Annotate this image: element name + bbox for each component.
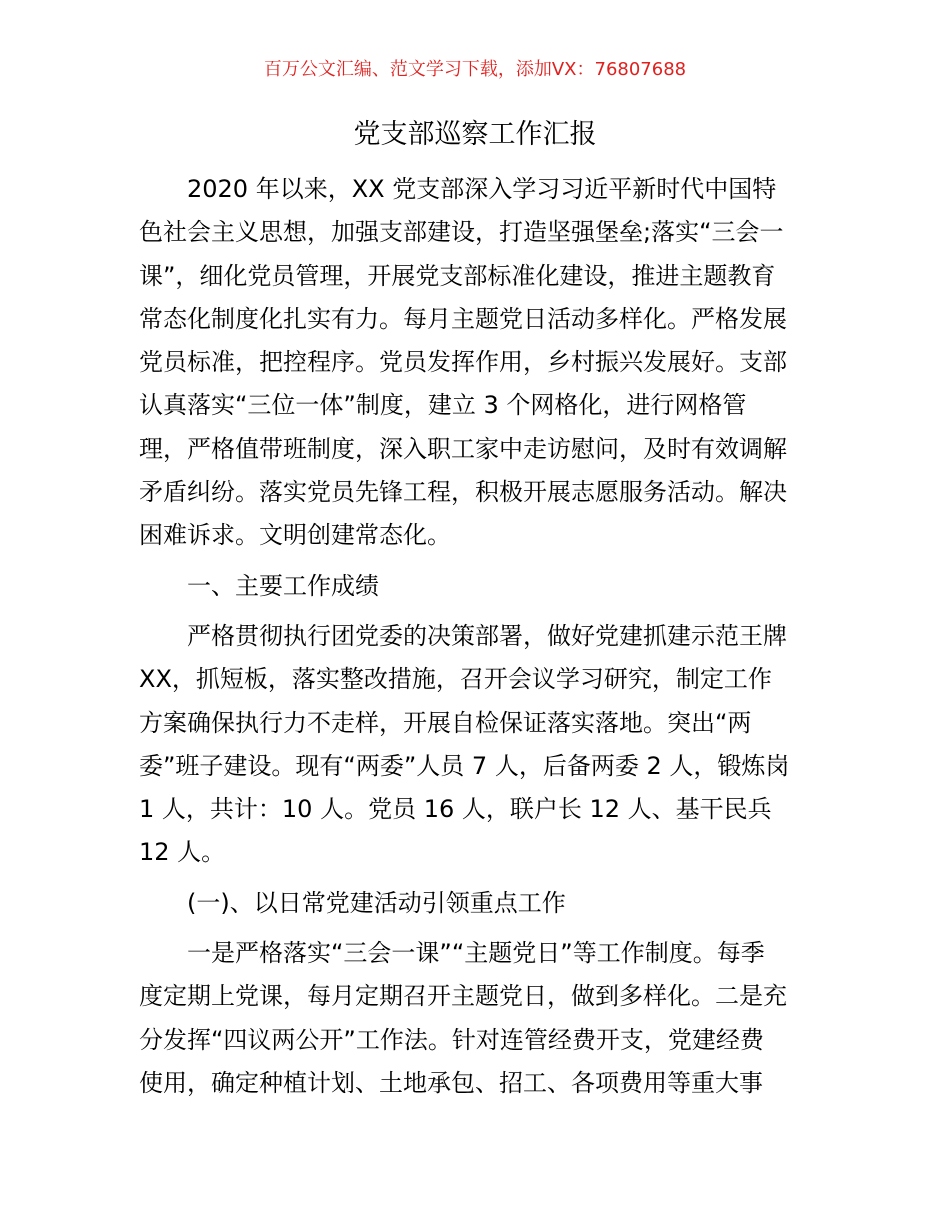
subsection-line: 分发挥“四议两公开”工作法。针对连管经费开支，党建经费 (139, 1025, 764, 1054)
subsection-line: 一是严格落实“三会一课”“主题党日”等工作制度。每季 (187, 939, 765, 968)
section-one-paragraph (139, 615, 815, 875)
section-one-line: XX，抓短板，落实整改措施，召开会议学习研究，制定工作 (139, 665, 772, 694)
section-one-line: 方案确保执行力不走样，开展自检保证落实落地。突出“两 (139, 708, 752, 737)
header-promo-note: 百万公文汇编、范文学习下载，添加VX：76807688 (263, 59, 687, 80)
intro-line: 常态化制度化扎实有力。每月主题党日活动多样化。严格发展 (139, 304, 787, 333)
subsection-line: 度定期上党课，每月定期召开主题党日，做到多样化。二是充 (139, 982, 787, 1011)
document-title: 党支部巡察工作汇报 (353, 119, 597, 150)
subsection-paragraph (139, 932, 815, 1105)
intro-line: 课”，细化党员管理，开展党支部标准化建设，推进主题教育 (139, 261, 776, 290)
intro-line: 困难诉求。文明创建常态化。 (139, 521, 451, 550)
document-body (139, 168, 815, 1112)
intro-line: 矛盾纠纷。落实党员先锋工程，积极开展志愿服务活动。解决 (139, 478, 787, 507)
intro-line: 认真落实“三位一体”制度，建立 3 个网格化，进行网格管 (139, 391, 747, 420)
section-one-heading: 一、主要工作成绩 (187, 571, 379, 600)
intro-line: 2020 年以来，XX 党支部深入学习习近平新时代中国特 (187, 175, 777, 203)
section-one-line: 严格贯彻执行团党委的决策部署，做好党建抓建示范王牌 (187, 621, 787, 650)
section-one-line: 12 人。 (139, 838, 226, 867)
intro-line: 党员标准，把控程序。党员发挥作用，乡村振兴发展好。支部 (139, 348, 787, 377)
subsection-line: 使用，确定种植计划、土地承包、招工、各项费用等重大事 (139, 1068, 763, 1097)
intro-paragraph (139, 168, 815, 558)
section-one-line: 1 人，共计：10 人。党员 16 人，联户长 12 人、基干民兵 (139, 795, 772, 824)
intro-line: 理，严格值带班制度，深入职工家中走访慰问，及时有效调解 (139, 434, 787, 463)
intro-line: 色社会主义思想，加强支部建设，打造坚强堡垒;落实“三会一 (139, 218, 784, 247)
section-one-line: 委”班子建设。现有“两委”人员 7 人，后备两委 2 人，锻炼岗 (139, 751, 790, 780)
subsection-heading: (一)、以日常党建活动引领重点工作 (187, 888, 566, 917)
